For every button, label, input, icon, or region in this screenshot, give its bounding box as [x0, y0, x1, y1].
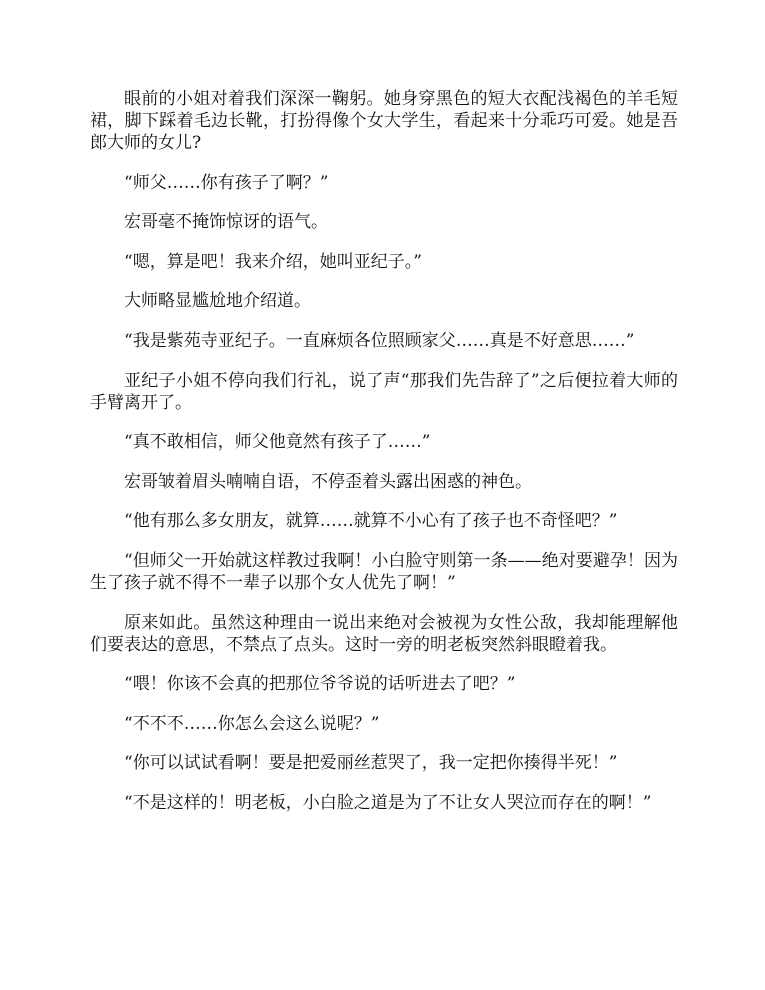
document-page — [90, 88, 678, 832]
paragraph: 原来如此。虽然这种理由一说出来绝对会被视为女性公敌，我却能理解他们要表达的意思，不禁点了点头。这时一旁的明老板突然斜眼瞪着我。 — [90, 612, 678, 655]
paragraph: “但师父一开始就这样教过我啊！小白脸守则第一条——绝对要避孕！因为生了孩子就不得不一辈子以那个女人优先了啊！” — [90, 550, 678, 593]
paragraph: “你可以试试看啊！要是把爱丽丝惹哭了，我一定把你揍得半死！” — [124, 753, 618, 774]
paragraph: 大师略显尴尬地介绍道。 — [124, 291, 311, 312]
paragraph: 宏哥皱着眉头喃喃自语，不停歪着头露出困惑的神色。 — [124, 471, 532, 492]
paragraph: “喂！你该不会真的把那位爷爷说的话听进去了吧？” — [124, 674, 516, 695]
paragraph: “我是紫苑寺亚纪子。一直麻烦各位照顾家父……真是不好意思……” — [124, 330, 635, 351]
paragraph: “不不不……你怎么会这么说呢？” — [124, 713, 380, 734]
paragraph: “嗯，算是吧！我来介绍，她叫亚纪子。” — [124, 251, 422, 272]
paragraph: “他有那么多女朋友，就算……就算不小心有了孩子也不奇怪吧？” — [124, 511, 618, 532]
paragraph: “真不敢相信，师父他竟然有孩子了……” — [124, 432, 431, 453]
paragraph: “不是这样的！明老板，小白脸之道是为了不让女人哭泣而存在的啊！” — [124, 792, 652, 813]
paragraph: 亚纪子小姐不停向我们行礼，说了声“那我们先告辞了”之后便拉着大师的手臂离开了。 — [90, 370, 678, 413]
paragraph: 眼前的小姐对着我们深深一鞠躬。她身穿黑色的短大衣配浅褐色的羊毛短裙，脚下踩着毛边长靴，打扮得像个女大学生，看起来十分乖巧可爱。她是吾郎大师的女儿? — [90, 89, 678, 153]
paragraph: “师父……你有孩子了啊？” — [124, 172, 329, 193]
paragraph: 宏哥毫不掩饰惊讶的语气。 — [124, 212, 328, 233]
